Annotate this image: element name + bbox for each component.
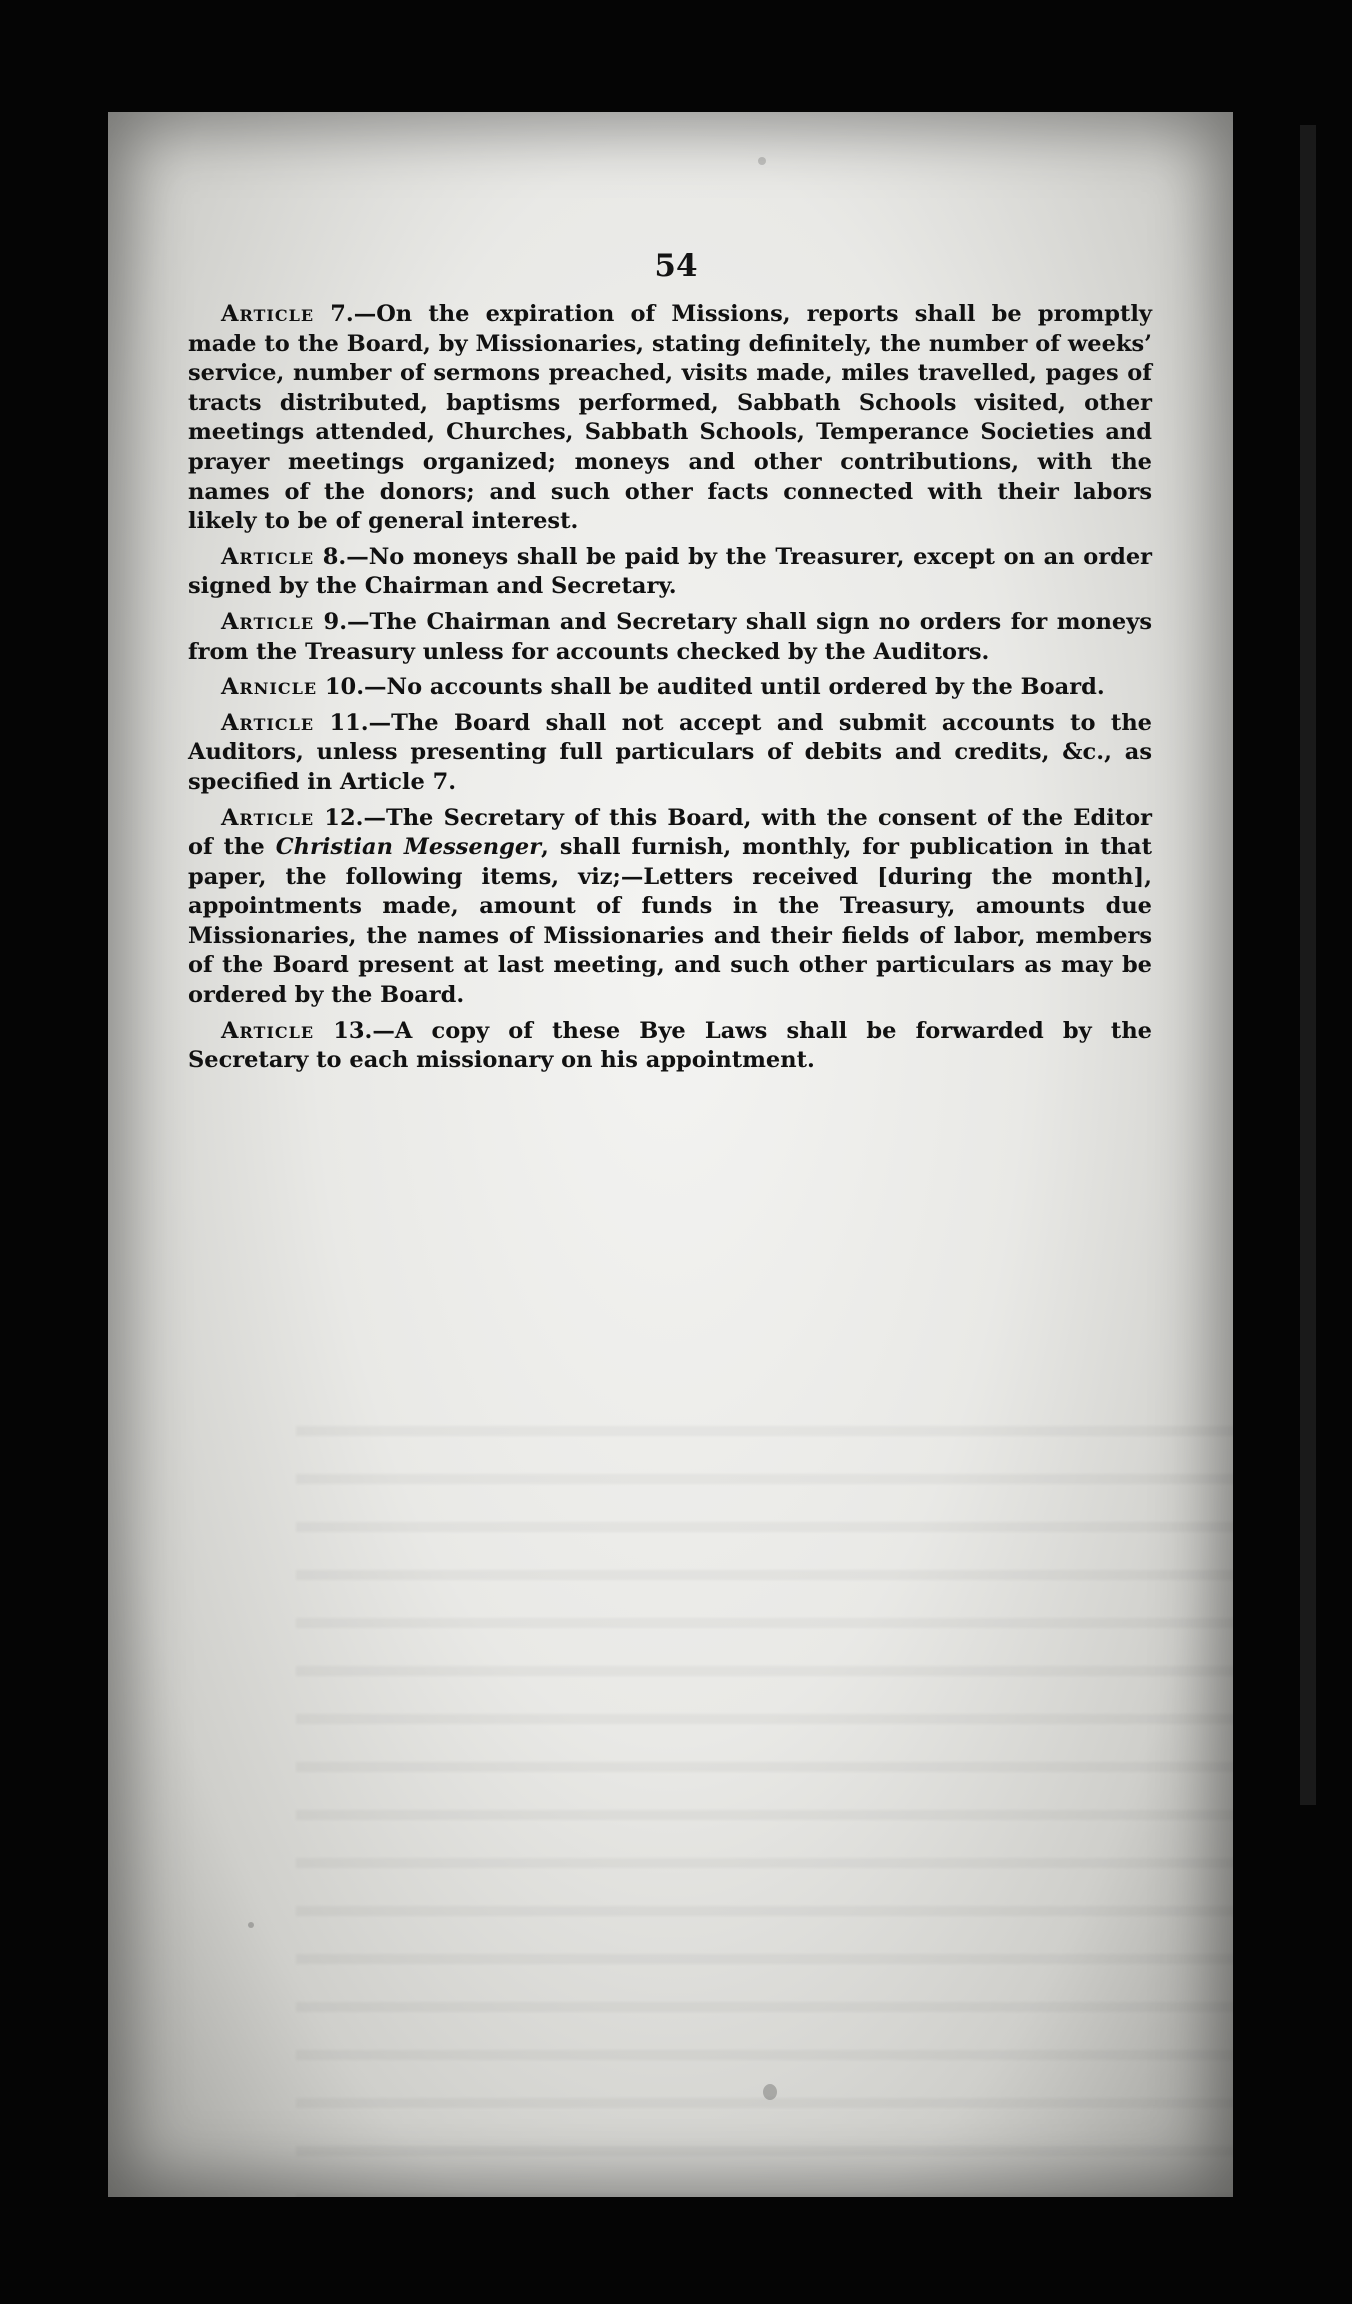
article-7 — [188, 300, 1152, 537]
show-through-text — [296, 1392, 1233, 2197]
page-number: 54 — [654, 248, 698, 284]
article-label: Article — [221, 1017, 315, 1044]
article-label: Article — [221, 301, 315, 327]
article-text: 10.—No accounts shall be audited until ordered by the Board. — [317, 674, 1105, 701]
article-label: Article — [221, 543, 315, 570]
article-label: Article — [221, 608, 315, 635]
newspaper-title: Christian Messenger — [275, 834, 542, 861]
article-12 — [188, 804, 1152, 1011]
ink-spot — [248, 1922, 254, 1928]
article-text: 8.—No moneys shall be paid by the Treasurer, except on an order signed by the Chairman and Secretary. — [188, 543, 1152, 600]
article-8 — [188, 543, 1152, 602]
ink-spot — [758, 157, 766, 165]
book-edge — [1300, 125, 1316, 1805]
article-13 — [188, 1017, 1152, 1076]
article-11 — [188, 709, 1152, 798]
article-text: 9.—The Chairman and Secretary shall sign no orders for moneys from the Treasury unless for accounts checked by the Auditors. — [188, 608, 1152, 665]
article-text: 12.—The Secretary of this Board, with the consent of the Editor of the — [188, 804, 1152, 861]
article-label: Arnicle — [221, 674, 318, 701]
article-text: , shall furnish, monthly, for publication in that paper, the following items, viz;—Letters received [during the month], appointments made, amount of funds in the Treasury, amounts due Missionaries, the names of Missionaries and their fields of labor, members of the Board present at last meeting, and such other particulars as may be ordered by the Board. — [188, 834, 1152, 1009]
article-label: Article — [221, 804, 315, 831]
article-9 — [188, 608, 1152, 667]
body-text — [188, 300, 1152, 1082]
article-text: 13.—A copy of these Bye Laws shall be forwarded by the Secretary to each missionary on his appointment. — [188, 1017, 1152, 1074]
ink-smudge — [763, 2084, 777, 2100]
article-label: Article — [221, 709, 315, 736]
article-text: 7.—On the expiration of Missions, reports shall be promptly made to the Board, by Missionaries, stating definitely, the number of weeks’ service, number of sermons preached, visits made, miles travelled, pages of tracts distributed, baptisms performed, Sabbath Schools visited, other meetings attended, Churches, Sabbath Schools, Temperance Societies and prayer meetings organized; moneys and other contributions, with the names of the donors; and such other facts connected with their labors likely to be of general interest. — [188, 301, 1152, 535]
article-text: 11.—The Board shall not accept and submit accounts to the Auditors, unless presenting full particulars of debits and credits, &c., as specified in Article 7. — [188, 709, 1152, 795]
article-10 — [188, 673, 1152, 703]
